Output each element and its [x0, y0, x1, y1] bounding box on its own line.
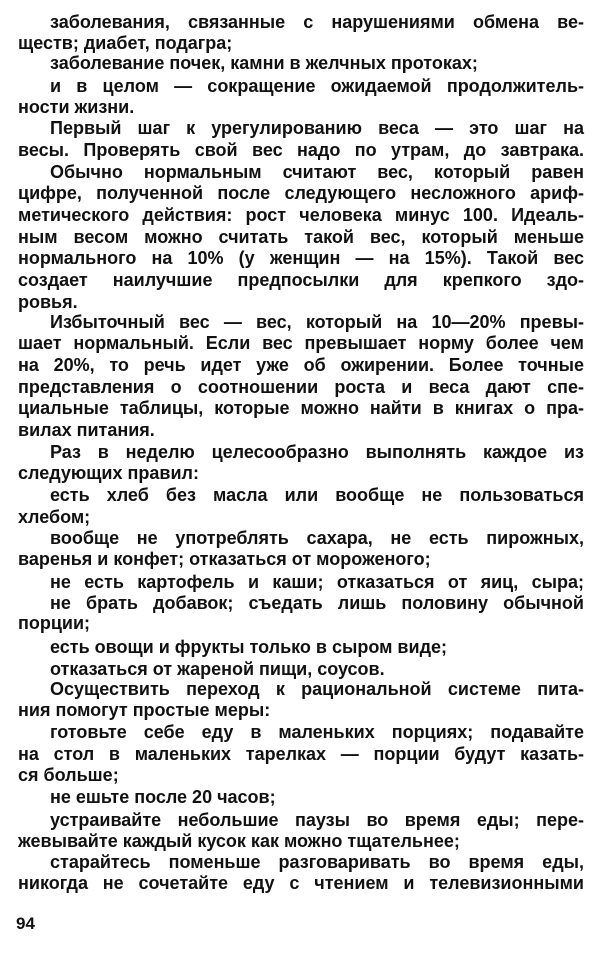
text-line: вилах питания.: [18, 420, 155, 440]
text-line: Избыточный вес — вес, который на 10—20% превы-: [50, 312, 584, 332]
text-line: шает нормальный. Если вес превышает норму более чем: [18, 333, 584, 353]
text-line: заболевания, связанные с нарушениями обмена ве-: [50, 12, 584, 32]
text-line: ности жизни.: [18, 97, 135, 117]
text-line: есть овощи и фрукты только в сыром виде;: [50, 637, 447, 657]
text-line: не есть картофель и каши; отказаться от яиц, сыра;: [50, 572, 584, 592]
text-line: создает наилучшие предпосылки для крепкого здо-: [18, 270, 584, 290]
text-line: устраивайте небольшие паузы во время еды; пере-: [50, 810, 584, 830]
text-line: хлебом;: [18, 507, 91, 527]
page-number: 94: [16, 914, 35, 933]
text-line: метического действия: рост человека минус 100. Идеаль-: [18, 205, 584, 225]
text-line: циальные таблицы, которые можно найти в книгах о пра-: [18, 398, 584, 418]
text-line: Раз в неделю целесообразно выполнять каждое из: [50, 442, 584, 462]
text-line: и в целом — сокращение ожидаемой продолжитель-: [50, 76, 584, 96]
text-line: ным весом можно считать такой вес, который меньше: [18, 227, 584, 247]
text-line: весы. Проверять свой вес надо по утрам, до завтрака.: [18, 140, 584, 160]
text-line: старайтесь поменьше разговаривать во время еды,: [50, 852, 584, 872]
text-line: ния помогут простые меры:: [18, 700, 271, 720]
text-line: жевывайте каждый кусок как можно тщательнее;: [18, 831, 460, 851]
text-line: не ешьте после 20 часов;: [50, 787, 276, 807]
text-line: следующих правил:: [18, 463, 199, 483]
text-line: вообще не употреблять сахара, не есть пирожных,: [50, 528, 584, 548]
text-line: Обычно нормальным считают вес, который равен: [50, 162, 584, 182]
text-line: заболевание почек, камни в желчных протоках;: [50, 53, 478, 73]
text-line: Осуществить переход к рациональной системе пита-: [50, 679, 584, 699]
text-line: ровья.: [18, 292, 78, 312]
text-line: готовьте себе еду в маленьких порциях; подавайте: [50, 722, 584, 742]
text-line: на стол в маленьких тарелках — порции будут казать-: [18, 744, 584, 764]
text-line: порции;: [18, 613, 91, 633]
text-line: есть хлеб без масла или вообще не пользоваться: [50, 485, 584, 505]
text-line: ществ; диабет, подагра;: [18, 33, 233, 53]
text-line: представления о соотношении роста и веса дают спе-: [18, 377, 584, 397]
text-line: отказаться от жареной пищи, соусов.: [50, 659, 385, 679]
text-line: варенья и конфет; отказаться от мороженого;: [18, 549, 431, 569]
text-line: цифре, полученной после следующего несложного ариф-: [18, 183, 584, 203]
text-line: не брать добавок; съедать лишь половину обычной: [50, 593, 584, 613]
text-line: на 20%, то речь идет уже об ожирении. Более точные: [18, 355, 584, 375]
text-line: ся больше;: [18, 765, 119, 785]
text-line: нормального на 10% (у женщин — на 15%). Такой вес: [18, 248, 584, 268]
text-line: никогда не сочетайте еду с чтением и телевизионными: [18, 873, 584, 893]
text-line: Первый шаг к урегулированию веса — это шаг на: [50, 118, 584, 138]
